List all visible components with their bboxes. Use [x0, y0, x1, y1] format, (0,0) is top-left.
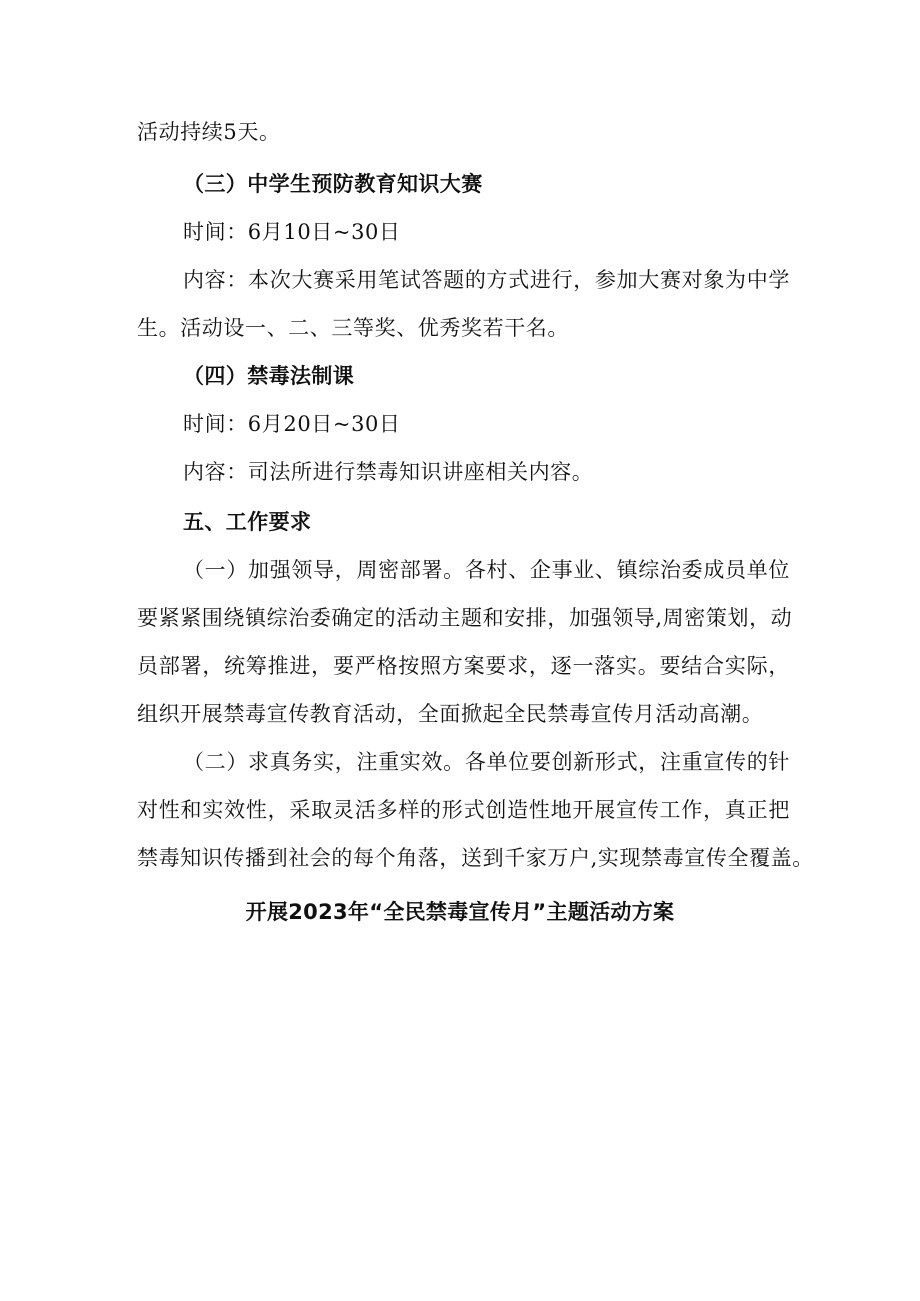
paragraph-line: 组织开展禁毒宣传教育活动，全面掀起全民禁毒宣传月活动高潮。 — [137, 702, 764, 726]
paragraph-line: （二）求真务实，注重实效。各单位要创新形式，注重宣传的针 — [183, 750, 790, 774]
paragraph-line: 生。活动设一、二、三等奖、优秀奖若干名。 — [137, 316, 569, 340]
document-title: 开展2023年“全民禁毒宣传月”主题活动方案 — [245, 900, 675, 924]
paragraph-line: 对性和实效性，采取灵活多样的形式创造性地开展宣传工作，真正把 — [137, 798, 790, 822]
section-heading: （三）中学生预防教育知识大赛 — [183, 172, 483, 196]
paragraph-line: 内容：本次大赛采用笔试答题的方式进行，参加大赛对象为中学 — [183, 268, 790, 292]
paragraph-line: 禁毒知识传播到社会的每个角落，送到千家万户,实现禁毒宣传全覆盖。 — [137, 846, 814, 870]
paragraph-line: （一）加强领导，周密部署。各村、企事业、镇综治委成员单位 — [183, 558, 790, 582]
section-heading: （四）禁毒法制课 — [183, 364, 355, 388]
paragraph-line: 时间：6月10日~30日 — [183, 220, 401, 244]
paragraph-line: 时间：6月20日~30日 — [183, 412, 401, 436]
paragraph-line: 活动持续5天。 — [137, 120, 281, 144]
paragraph-line: 员部署，统筹推进，要严格按照方案要求，逐一落实。要结合实际， — [137, 654, 790, 678]
paragraph-line: 要紧紧围绕镇综治委确定的活动主题和安排，加强领导,周密策划，动 — [137, 606, 793, 630]
section-heading: 五、工作要求 — [183, 510, 312, 534]
paragraph-line: 内容：司法所进行禁毒知识讲座相关内容。 — [183, 460, 594, 484]
